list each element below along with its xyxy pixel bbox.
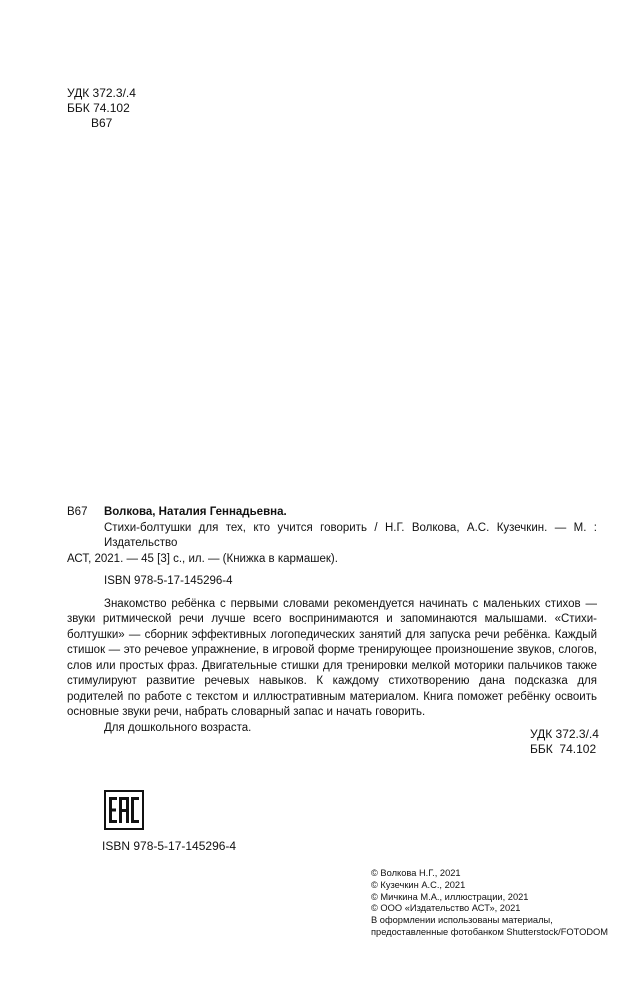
card-isbn: ISBN 978-5-17-145296-4: [104, 575, 233, 587]
annotation-text: Знакомство ребёнка с первыми словами рекомендуется начинать с маленьких стихов — звуки ритмической речи лучше всего воспринимаются и запоминаются малышами. «Стихи-болтушки» — сборник эффективных логопедических занятий для запуска речи ребёнка. Каждый стишок — это речевое упражнение, в игровой форме тренирующее произношение звуков, слогов, слов или простых фраз. Двигательные стишки для тренировки мелкой моторики пальчиков также стимулируют развитие речевых навыков. К каждому стихотворению дана подсказка для родителей по работе с текстом и иллюстративным материалом. Книга поможет ребёнку освоить основные звуки речи, набрать словарный запас и начать говорить.: [67, 597, 597, 718]
card-author: Волкова, Наталия Геннадьевна.: [104, 506, 287, 518]
age-rating: Для дошкольного возраста.: [104, 721, 252, 734]
copyright-block: [371, 868, 608, 939]
card-heading: [67, 505, 597, 521]
biblio-line-1: Стихи-болтушки для тех, кто учится говорить / Н.Г. Волкова, А.С. Кузечкин. — М. : Издательство: [104, 521, 597, 549]
bottom-isbn: ISBN 978-5-17-145296-4: [102, 839, 237, 853]
bottom-classification-codes: [530, 727, 599, 757]
copyright-line: предоставленные фотобанком Shutterstock/FOTODOM: [371, 926, 609, 937]
top-classification-codes: [67, 86, 136, 131]
copyright-line: © Волкова Н.Г., 2021: [371, 868, 461, 878]
catalog-card: [67, 505, 597, 736]
author-sign: В67: [91, 116, 113, 130]
copyright-line: © Мичкина М.А., иллюстрации, 2021: [371, 891, 529, 902]
udk-code: УДК 372.3/.4: [67, 86, 136, 100]
udk-code-bottom: УДК 372.3/.4: [530, 727, 599, 741]
biblio-line-2: АСТ, 2021. — 45 [3] с., ил. — (Книжка в кармашек).: [67, 552, 338, 565]
copyright-line: © ООО «Издательство АСТ», 2021: [371, 903, 521, 914]
eac-conformity-mark: [104, 790, 144, 835]
copyright-line: © Кузечкин А.С., 2021: [371, 879, 466, 890]
bbk-code: ББК 74.102: [67, 101, 130, 115]
bbk-code-bottom: ББК 74.102: [530, 742, 597, 756]
annotation: [67, 597, 597, 721]
copyright-line: В оформлении использованы материалы,: [371, 915, 553, 926]
eac-logo-icon: [104, 790, 144, 830]
card-author-sign: В67: [67, 506, 88, 518]
